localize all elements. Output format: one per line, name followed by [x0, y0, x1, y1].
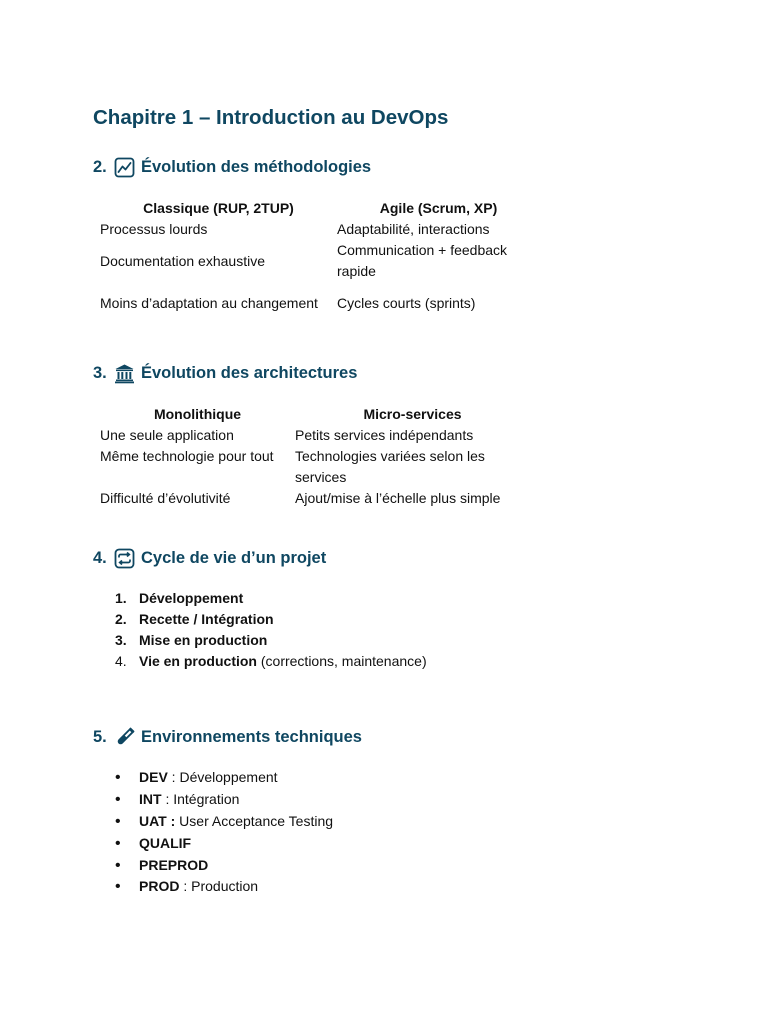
table-cell: Documentation exhaustive — [100, 252, 265, 269]
table-cell: Adaptabilité, interactions — [337, 221, 490, 237]
section-number: 4. — [93, 548, 107, 567]
section-heading-environments — [93, 726, 362, 748]
list-item: 4. Vie en production (corrections, maintenance) — [115, 653, 427, 669]
table-header-cell: Micro-services — [363, 405, 462, 422]
table-cell: Difficulté d’évolutivité — [100, 490, 231, 506]
section-title: Environnements techniques — [141, 727, 362, 746]
table-cell: Même technologie pour tout — [100, 448, 274, 464]
methodologies-table — [100, 197, 540, 324]
section-title: Évolution des méthodologies — [141, 157, 372, 176]
table-cell: Une seule application — [100, 427, 234, 443]
list-item: 2. Recette / Intégration — [115, 611, 274, 627]
table-row — [100, 219, 540, 240]
list-item: • UAT : User Acceptance Testing — [115, 812, 334, 830]
lifecycle-list — [115, 588, 427, 672]
section-number: 5. — [93, 727, 107, 746]
section-heading-lifecycle — [93, 547, 326, 569]
table-row — [100, 282, 540, 324]
section-heading-methodologies — [93, 156, 371, 178]
table-header-row — [100, 197, 540, 219]
list-item: • PREPROD — [115, 856, 209, 874]
section-number: 3. — [93, 363, 107, 382]
table-row — [100, 425, 530, 446]
table-cell: Cycles courts (sprints) — [337, 294, 476, 311]
table-cell: Processus lourds — [100, 221, 208, 237]
section-number: 2. — [93, 157, 107, 176]
section-title: Cycle de vie d’un projet — [141, 548, 327, 567]
table-row — [100, 446, 530, 488]
classical-building-icon — [114, 362, 138, 384]
table-cell: Technologies variées selon les services — [295, 448, 485, 485]
table-header-cell: Monolithique — [153, 405, 242, 422]
list-item: • INT : Intégration — [115, 791, 240, 809]
table-cell: Ajout/mise à l’échelle plus simple — [295, 490, 501, 506]
table-cell: Moins d’adaptation au changement — [100, 294, 318, 311]
list-item: 1. Développement — [115, 590, 244, 606]
repeat-arrows-icon — [114, 547, 138, 569]
environments-list — [115, 767, 333, 898]
page-title: Chapitre 1 – Introduction au DevOps — [93, 106, 449, 129]
table-header-cell: Classique (RUP, 2TUP) — [143, 199, 294, 216]
section-heading-architectures — [93, 362, 357, 384]
table-header-cell: Agile (Scrum, XP) — [379, 199, 498, 216]
table-row — [100, 488, 530, 509]
list-item: • QUALIF — [115, 834, 192, 852]
table-cell: Petits services indépendants — [295, 427, 474, 443]
list-item: • DEV : Développement — [115, 769, 278, 787]
list-item: 3. Mise en production — [115, 632, 268, 648]
section-title: Évolution des architectures — [141, 363, 358, 382]
list-item: • PROD : Production — [115, 878, 259, 896]
architectures-table — [100, 403, 530, 509]
chart-line-icon — [114, 156, 138, 178]
table-header-row — [100, 403, 530, 425]
table-cell: Communication + feedback rapide — [337, 242, 508, 279]
test-tube-icon — [114, 726, 138, 748]
table-row — [100, 240, 540, 282]
